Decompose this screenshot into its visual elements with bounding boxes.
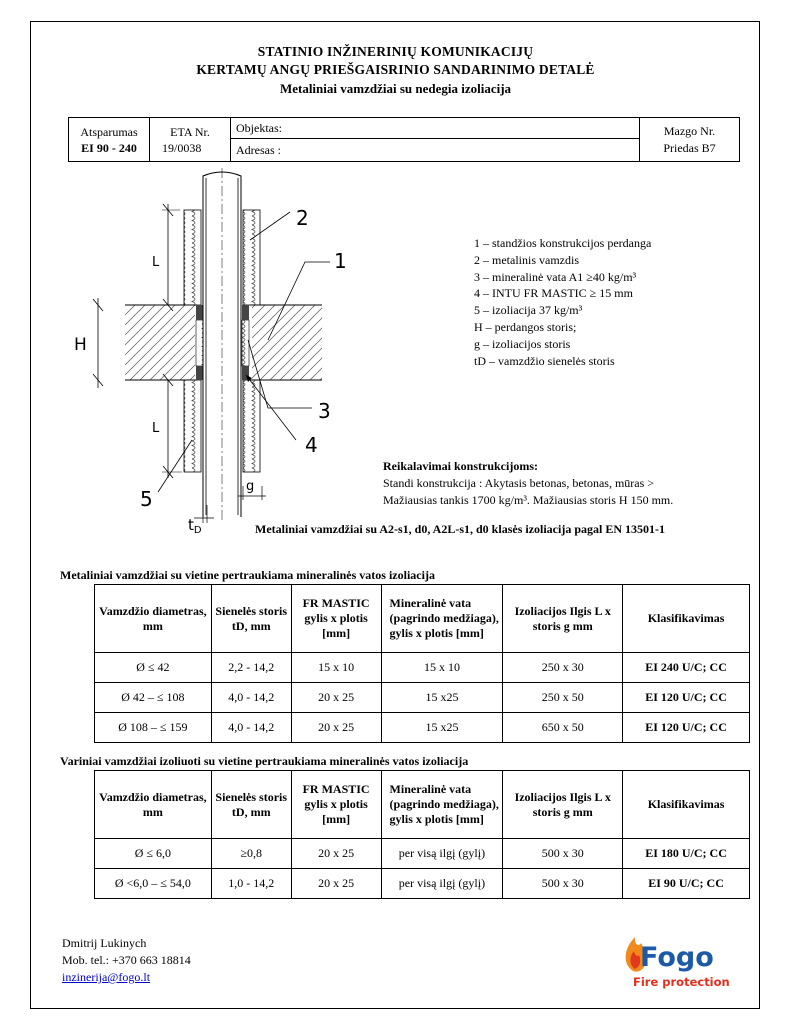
insulation-bottom-right [243, 380, 260, 472]
callout-1: 1 [334, 249, 347, 273]
table-cell: 15 x 10 [291, 653, 381, 683]
requirements-line-1: Standi konstrukcija : Akytasis betonas, betonas, mūras > [383, 476, 655, 490]
objektas-field[interactable]: Objektas: [231, 118, 640, 139]
atsparumas-value: EI 90 - 240 [81, 140, 137, 155]
contact [62, 935, 191, 986]
info-table [68, 117, 740, 162]
table-cell: EI 90 U/C; CC [623, 869, 750, 899]
table-cell: Ø 108 – ≤ 159 [95, 713, 212, 743]
legend-item: 1 – standžios konstrukcijos perdanga [474, 236, 652, 250]
table-cell: 2,2 - 14,2 [211, 653, 291, 683]
table2-header: Sienelės storis tD, mm [211, 771, 291, 839]
legend-item: 3 – mineralinė vata A1 ≥40 kg/m³ [474, 269, 637, 284]
table-cell: Ø ≤ 6,0 [95, 839, 212, 869]
table-cell: EI 120 U/C; CC [623, 683, 750, 713]
table-cell: Ø <6,0 – ≤ 54,0 [95, 869, 212, 899]
table-cell: Ø 42 – ≤ 108 [95, 683, 212, 713]
title-line-2: KERTAMŲ ANGŲ PRIEŠGAISRINIO SANDARINIMO DETALĖ [196, 62, 595, 77]
atsparumas-label: Atsparumas [80, 124, 138, 139]
fogo-logo [619, 923, 744, 993]
table2-header: Vamzdžio diametras, mm [95, 771, 212, 839]
dim-g: g [246, 479, 255, 494]
contact-phone: Mob. tel.: +370 663 18814 [62, 953, 191, 967]
callout-2: 2 [296, 206, 309, 230]
adresas-field[interactable]: Adresas : [231, 139, 640, 162]
table1 [94, 584, 750, 743]
table-cell: 20 x 25 [291, 683, 381, 713]
table2-title: Variniai vamzdžiai izoliuoti su vietine pertraukiama mineralinės vatos izoliacija [60, 754, 469, 768]
section-drawing [60, 165, 360, 535]
legend-item: H – perdangos storis; [474, 319, 577, 334]
table2 [94, 770, 750, 899]
table-cell: EI 240 U/C; CC [623, 653, 750, 683]
table-cell: 500 x 30 [503, 839, 623, 869]
table1-header: FR MASTIC gylis x plotis [mm] [291, 585, 381, 653]
callout-3: 3 [318, 399, 331, 423]
table2-header: Izoliacijos Ilgis L x storis g mm [503, 771, 623, 839]
mazgo-cell [640, 118, 740, 162]
title-line-1: STATINIO INŽINERINIŲ KOMUNIKACIJŲ [257, 44, 534, 59]
mazgo-value: Priedas B7 [663, 140, 716, 155]
mastic-top-right [242, 305, 249, 320]
requirements-line-2: Mažiausias tankis 1700 kg/m³. Mažiausias storis H 150 mm. [383, 493, 674, 507]
table2-header: FR MASTIC gylis x plotis [mm] [291, 771, 381, 839]
table-cell: 4,0 - 14,2 [211, 713, 291, 743]
table-cell: 250 x 30 [503, 653, 623, 683]
table-cell: 500 x 30 [503, 869, 623, 899]
table-row [95, 653, 750, 683]
eta-cell [150, 118, 231, 162]
slab-left [125, 305, 195, 380]
table1-header: Vamzdžio diametras, mm [95, 585, 212, 653]
legend-item: 4 – INTU FR MASTIC ≥ 15 mm [474, 286, 633, 301]
slab-right [252, 305, 322, 380]
table2-header: Klasifikavimas [623, 771, 750, 839]
table-cell: Ø ≤ 42 [95, 653, 212, 683]
contact-email-link[interactable]: inzinerija@fogo.lt [62, 970, 151, 984]
table-cell: 15 x 10 [381, 653, 503, 683]
logo-tagline: Fire protection [633, 975, 730, 989]
logo-brand: Fogo [640, 942, 714, 973]
insulation-bottom-left [184, 380, 201, 472]
callout-4: 4 [305, 433, 318, 457]
table-row [95, 683, 750, 713]
contact-name: Dmitrij Lukinych [62, 936, 147, 950]
table1-header: Izoliacijos Ilgis L x storis g mm [503, 585, 623, 653]
insulation-top-left [184, 210, 201, 305]
table1-header-row [95, 585, 750, 653]
requirements [383, 458, 673, 509]
table-cell: EI 180 U/C; CC [623, 839, 750, 869]
table-cell: 20 x 25 [291, 713, 381, 743]
legend-item: 2 – metalinis vamzdis [474, 252, 579, 267]
mineral-wool-left [196, 320, 203, 366]
callout-5: 5 [140, 487, 153, 511]
dim-L-bottom: L [152, 421, 160, 436]
legend-item: tD – vamzdžio sienelės storis [474, 353, 615, 368]
table-cell: 650 x 50 [503, 713, 623, 743]
mazgo-label: Mazgo Nr. [663, 123, 716, 138]
table-cell: 1,0 - 14,2 [211, 869, 291, 899]
table-cell: per visą ilgį (gylį) [381, 839, 503, 869]
table-row [95, 869, 750, 899]
table2-header: Mineralinė vata (pagrindo medžiaga), gylis x plotis [mm] [381, 771, 503, 839]
mastic-top-left [196, 305, 203, 320]
requirements-heading: Reikalavimai konstrukcijoms: [383, 459, 539, 473]
table-cell: 15 x25 [381, 713, 503, 743]
table-cell: 4,0 - 14,2 [211, 683, 291, 713]
mastic-bottom-left [196, 366, 203, 380]
table-row [95, 713, 750, 743]
table2-header-row [95, 771, 750, 839]
a2-class-note: Metaliniai vamzdžiai su A2-s1, d0, A2L-s1, d0 klasės izoliacija pagal EN 13501-1 [255, 522, 666, 536]
eta-value: 19/0038 [162, 140, 202, 155]
table1-header: Mineralinė vata (pagrindo medžiaga), gylis x plotis [mm] [381, 585, 503, 653]
legend-item: g – izoliacijos storis [474, 336, 571, 351]
insulation-top-right [243, 210, 260, 305]
table-cell: per visą ilgį (gylį) [381, 869, 503, 899]
dim-L-top: L [152, 255, 160, 270]
table-cell: ≥0,8 [211, 839, 291, 869]
table1-header: Sienelės storis tD, mm [211, 585, 291, 653]
atsparumas-cell [69, 118, 150, 162]
table-row [95, 839, 750, 869]
dim-tD: $t_D$ [188, 516, 202, 535]
table-cell: 15 x25 [381, 683, 503, 713]
table-cell: EI 120 U/C; CC [623, 713, 750, 743]
legend [474, 235, 651, 369]
dim-H: H [74, 335, 87, 355]
table1-title: Metaliniai vamzdžiai su vietine pertraukiama mineralinės vatos izoliacija [60, 568, 435, 582]
eta-label: ETA Nr. [170, 124, 210, 139]
table-cell: 20 x 25 [291, 839, 381, 869]
table-cell: 20 x 25 [291, 869, 381, 899]
table-cell: 250 x 50 [503, 683, 623, 713]
legend-item: 5 – izoliacija 37 kg/m³ [474, 303, 583, 318]
title-line-3: Metaliniai vamzdžiai su nedegia izoliacija [279, 81, 512, 96]
mineral-wool-right [242, 320, 249, 366]
table1-header: Klasifikavimas [623, 585, 750, 653]
